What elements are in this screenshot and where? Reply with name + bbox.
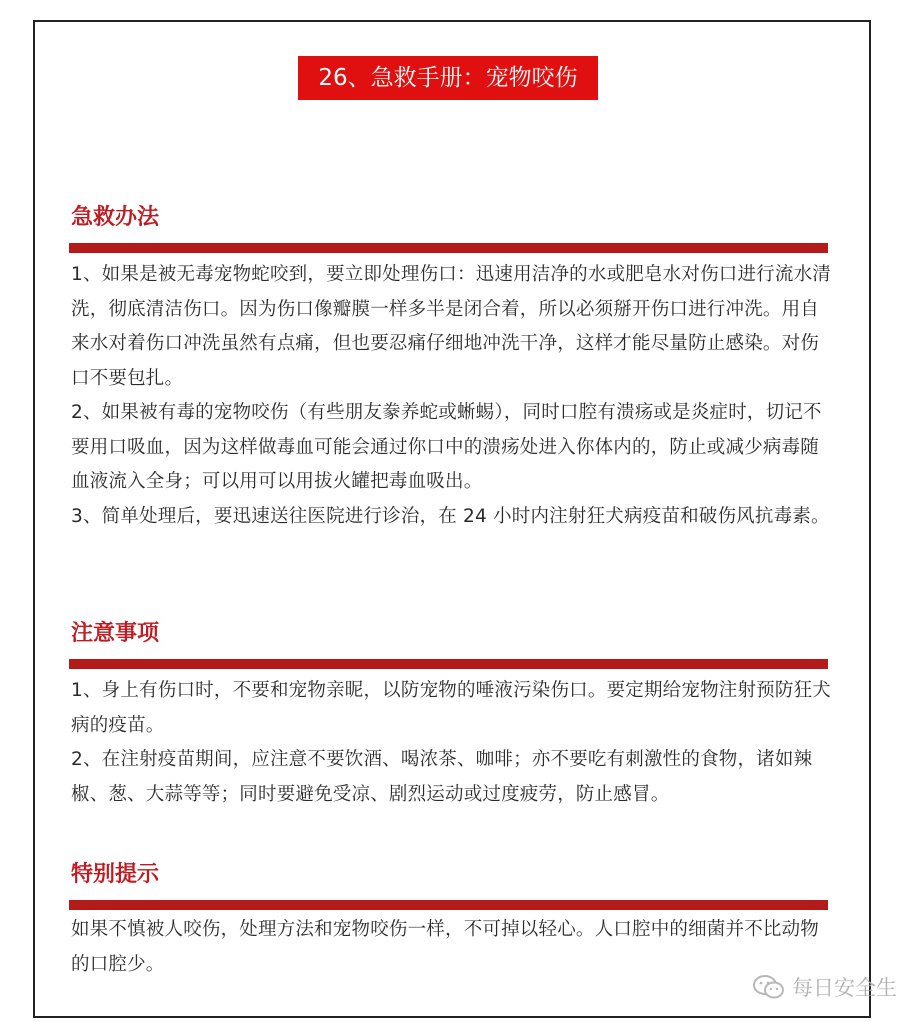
section-heading-precautions: 注意事项	[71, 621, 160, 646]
paragraph: 如果不慎被人咬伤，处理方法和宠物咬伤一样，不可掉以轻心。人口腔中的细菌并不比动物的口腔少。	[71, 919, 820, 975]
section-body-special-tip	[71, 913, 831, 982]
section-body-precautions	[71, 674, 831, 812]
paragraph: 1、身上有伤口时，不要和宠物亲昵，以防宠物的唾液污染伤口。要定期给宠物注射预防狂犬病的疫苗。	[71, 680, 831, 736]
paragraph: 2、在注射疫苗期间，应注意不要饮酒、喝浓茶、咖啡；亦不要吃有刺激性的食物，诸如辣椒、葱、大蒜等等；同时要避免受凉、剧烈运动或过度疲劳，防止感冒。	[71, 749, 813, 805]
section-divider	[69, 900, 828, 910]
section-divider	[69, 243, 828, 253]
paragraph: 2、如果被有毒的宠物咬伤（有些朋友豢养蛇或蜥蜴），同时口腔有溃疡或是炎症时，切记不要用口吸血，因为这样做毒血可能会通过你口中的溃疡处进入你体内的，防止或减少病毒随血液流入全身；可以用可以用拔火罐把毒血吸出。	[71, 402, 822, 492]
paragraph: 1、如果是被无毒宠物蛇咬到，要立即处理伤口：迅速用洁净的水或肥皂水对伤口进行流水清洗，彻底清洁伤口。因为伤口像瓣膜一样多半是闭合着，所以必须掰开伤口进行冲洗。用自来水对着伤口冲洗虽然有点痛，但也要忍痛仔细地冲洗干净，这样才能尽量防止感染。对伤口不要包扎。	[71, 264, 831, 389]
watermark	[752, 972, 897, 1002]
page-title: 26、急救手册：宠物咬伤	[298, 56, 598, 100]
section-heading-special-tip: 特别提示	[71, 862, 160, 887]
watermark-text: 每日安全生	[792, 976, 897, 1000]
paragraph: 3、简单处理后，要迅速送往医院进行诊治，在 24 小时内注射狂犬病疫苗和破伤风抗毒素。	[71, 505, 830, 527]
wechat-icon	[752, 974, 786, 1000]
section-heading-first-aid: 急救办法	[71, 205, 160, 230]
section-body-first-aid	[71, 258, 831, 534]
section-divider	[69, 659, 828, 669]
